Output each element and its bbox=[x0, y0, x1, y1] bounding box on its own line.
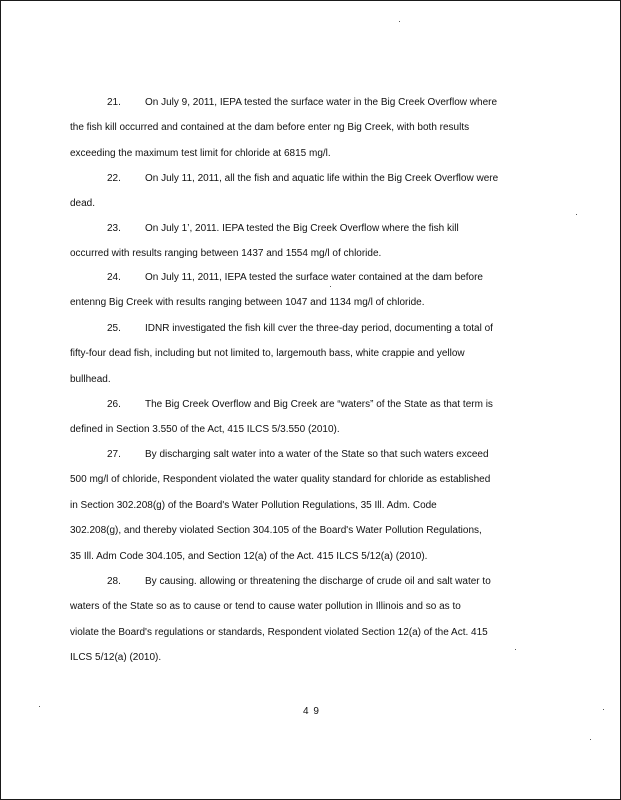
paragraph-number: 28. bbox=[107, 576, 121, 587]
scan-speck bbox=[603, 709, 604, 710]
paragraph-22 bbox=[70, 166, 550, 217]
page-number: 4 9 bbox=[303, 706, 320, 717]
paragraph-text: On July 9, 2011, IEPA tested the surface water in the Big Creek Overflow where bbox=[145, 97, 498, 108]
paragraph-21 bbox=[70, 90, 550, 166]
paragraph-first-line bbox=[70, 569, 550, 594]
paragraph-number: 21. bbox=[107, 97, 121, 108]
paragraph-line: entenng Big Creek with results ranging between 1047 and 1134 mg/l of chloride. bbox=[70, 297, 425, 309]
paragraph-23 bbox=[70, 216, 550, 267]
paragraph-line: waters of the State so as to cause or tend to cause water pollution in Illinois and so as to bbox=[70, 601, 461, 613]
scan-speck bbox=[576, 214, 577, 215]
paragraph-line: violate the Board's regulations or standards, Respondent violated Section 12(a) of the Act. 415 bbox=[70, 626, 488, 638]
paragraph-text: The Big Creek Overflow and Big Creek are “waters” of the State as that term is bbox=[145, 399, 493, 410]
paragraph-line: occurred with results ranging between 1437 and 1554 mg/l of chloride. bbox=[70, 248, 382, 260]
paragraph-first-line bbox=[70, 392, 550, 417]
scan-speck bbox=[399, 21, 400, 22]
paragraph-first-line bbox=[70, 166, 550, 191]
paragraph-text: By discharging salt water into a water of the State so that such waters exceed bbox=[145, 449, 489, 460]
paragraph-number: 25. bbox=[107, 323, 121, 334]
paragraph-number: 23. bbox=[107, 223, 121, 234]
paragraph-first-line bbox=[70, 90, 550, 115]
scan-speck bbox=[515, 649, 516, 650]
paragraph-number: 26. bbox=[107, 399, 121, 410]
paragraph-first-line bbox=[70, 265, 550, 290]
paragraph-27 bbox=[70, 442, 550, 569]
paragraph-text: On July 1’, 2011. IEPA tested the Big Creek Overflow where the fish kill bbox=[145, 223, 459, 234]
paragraph-26 bbox=[70, 392, 550, 443]
scan-speck bbox=[590, 739, 591, 740]
paragraph-first-line bbox=[70, 442, 550, 467]
scan-speck bbox=[330, 286, 331, 287]
paragraph-text: On July 11, 2011, all the fish and aquatic life within the Big Creek Overflow were bbox=[145, 173, 499, 184]
paragraph-24 bbox=[70, 265, 550, 316]
paragraph-line: exceeding the maximum test limit for chloride at 6815 mg/l. bbox=[70, 147, 331, 159]
paragraph-text: IDNR investigated the fish kill cver the three-day period, documenting a total of bbox=[145, 323, 493, 334]
paragraph-number: 27. bbox=[107, 449, 121, 460]
paragraph-25 bbox=[70, 316, 550, 392]
paragraph-number: 22. bbox=[107, 173, 121, 184]
paragraph-28 bbox=[70, 569, 550, 671]
paragraph-line: defined in Section 3.550 of the Act, 415 ILCS 5/3.550 (2010). bbox=[70, 424, 340, 436]
paragraph-first-line bbox=[70, 316, 550, 341]
paragraph-first-line bbox=[70, 216, 550, 241]
paragraph-line: fifty-four dead fish, including but not limited to, largemouth bass, white crappie and yellow bbox=[70, 348, 465, 360]
paragraph-text: On July 11, 2011, IEPA tested the surface water contained at the dam before bbox=[145, 272, 483, 283]
paragraph-line: in Section 302.208(g) of the Board's Water Pollution Regulations, 35 Ill. Adm. Code bbox=[70, 499, 437, 511]
paragraph-line: the fish kill occurred and contained at the dam before enter ng Big Creek, with both results bbox=[70, 122, 470, 134]
paragraph-line: 35 Ill. Adm Code 304.105, and Section 12(a) of the Act. 415 ILCS 5/12(a) (2010). bbox=[70, 550, 428, 562]
paragraph-line: 302.208(g), and thereby violated Section 304.105 of the Board's Water Pollution Regulations, bbox=[70, 525, 482, 537]
paragraph-line: bullhead. bbox=[70, 373, 111, 385]
scan-speck bbox=[39, 706, 40, 707]
paragraph-number: 24. bbox=[107, 272, 121, 283]
paragraph-line: ILCS 5/12(a) (2010). bbox=[70, 652, 162, 664]
paragraph-line: dead. bbox=[70, 198, 96, 210]
paragraph-text: By causing. allowing or threatening the discharge of crude oil and salt water to bbox=[145, 576, 491, 587]
paragraph-line: 500 mg/l of chloride, Respondent violated the water quality standard for chloride as established bbox=[70, 474, 491, 486]
